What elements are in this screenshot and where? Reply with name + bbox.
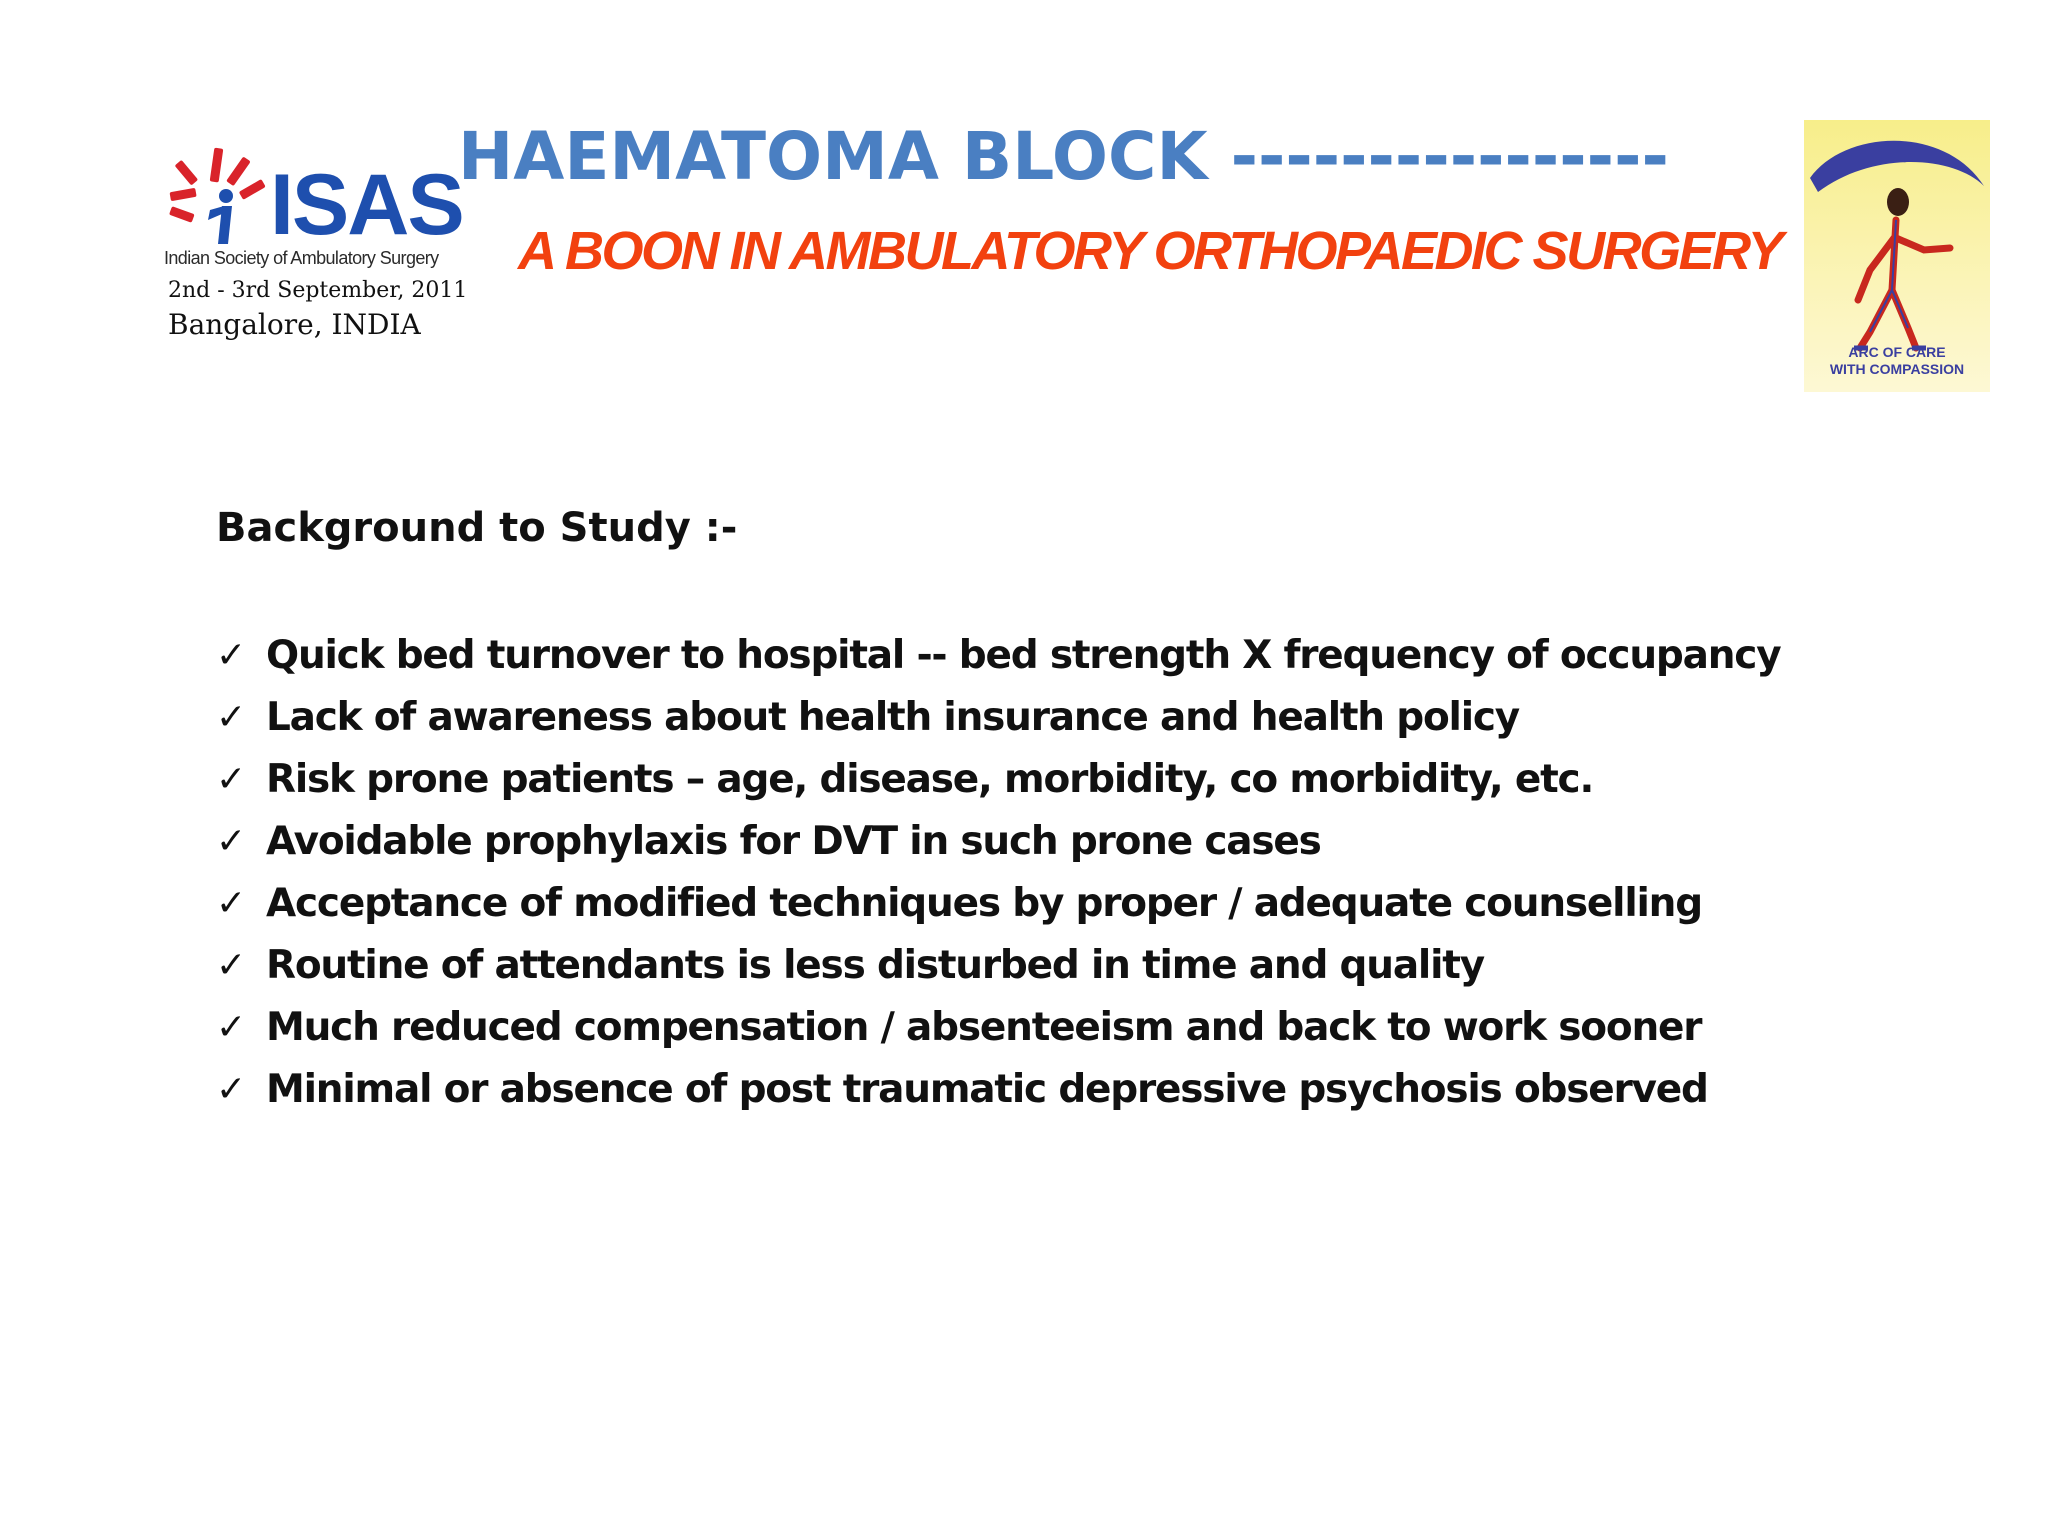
checkmark-icon: ✓ [216, 882, 247, 924]
bullet-text: Much reduced compensation / absenteeism and back to work sooner [266, 1004, 1702, 1050]
isas-subtitle: Indian Society of Ambulatory Surgery [164, 248, 439, 268]
slide-title: HAEMATOMA BLOCK ---------------- [458, 118, 1669, 195]
list-item [216, 810, 1780, 872]
bullet-text: Routine of attendants is less disturbed in time and quality [266, 942, 1484, 988]
list-item [216, 872, 1780, 934]
bullet-list [216, 624, 1780, 1120]
bullet-text: Quick bed turnover to hospital -- bed strength X frequency of occupancy [266, 632, 1781, 678]
bullet-text: Minimal or absence of post traumatic depressive psychosis observed [266, 1066, 1708, 1112]
checkmark-icon: ✓ [216, 696, 247, 738]
section-heading: Background to Study :- [216, 505, 738, 551]
list-item [216, 1058, 1780, 1120]
isas-wordmark: ISAS [270, 157, 463, 253]
slide-subtitle: A BOON IN AMBULATORY ORTHOPAEDIC SURGERY [518, 221, 1782, 281]
event-date: 2nd - 3rd September, 2011 [168, 278, 468, 303]
checkmark-icon: ✓ [216, 1068, 247, 1110]
event-place: Bangalore, INDIA [168, 308, 421, 341]
list-item [216, 996, 1780, 1058]
list-item [216, 748, 1780, 810]
bullet-text: Avoidable prophylaxis for DVT in such prone cases [266, 818, 1321, 864]
list-item [216, 934, 1780, 996]
checkmark-icon: ✓ [216, 944, 247, 986]
list-item [216, 686, 1780, 748]
checkmark-icon: ✓ [216, 1006, 247, 1048]
bullet-text: Acceptance of modified techniques by proper / adequate counselling [266, 880, 1702, 926]
checkmark-icon: ✓ [216, 820, 247, 862]
checkmark-icon: ✓ [216, 758, 247, 800]
isas-sunburst-icon [164, 140, 274, 260]
bullet-text: Lack of awareness about health insurance and health policy [266, 694, 1520, 740]
arc-logo [1804, 120, 1990, 392]
checkmark-icon: ✓ [216, 634, 247, 676]
arc-caption-line1: ARC OF CARE [1848, 344, 1946, 360]
isas-logo [160, 130, 480, 350]
arc-caption-line2: WITH COMPASSION [1829, 361, 1965, 377]
bullet-text: Risk prone patients – age, disease, morbidity, co morbidity, etc. [266, 756, 1594, 802]
list-item [216, 624, 1780, 686]
